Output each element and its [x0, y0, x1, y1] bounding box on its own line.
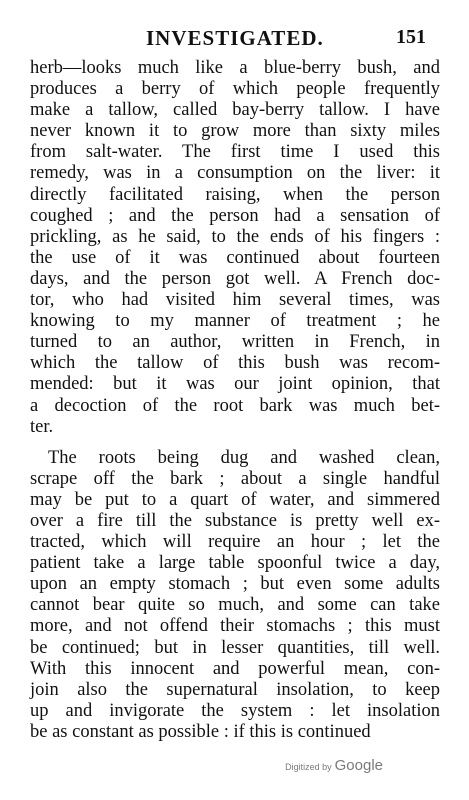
text-line: cannot bear quite so much, and some can take	[30, 595, 440, 616]
text-line: The roots being dug and washed clean,	[48, 447, 440, 468]
text-line: directly facilitated raising, when the person	[30, 184, 440, 205]
google-wordmark: Google	[334, 757, 383, 774]
text-line: turned to an author, written in French, in	[30, 332, 440, 353]
text-line: herb—looks much like a blue-berry bush, and	[30, 58, 440, 78]
text-line: ter.	[30, 416, 54, 437]
text-line: make a tallow, called bay-berry tallow. I have	[30, 100, 440, 121]
text-line: from salt-water. The first time I used this	[30, 142, 440, 163]
page-number: 151	[396, 26, 426, 48]
text-line: be continued; but in lesser quantities, till well.	[30, 637, 440, 658]
text-line: tracted, which will require an hour ; let the	[30, 532, 440, 553]
text-line: over a fire till the substance is pretty well ex-	[30, 510, 440, 531]
paragraph-1	[30, 58, 440, 438]
paragraph-2	[30, 448, 440, 743]
running-head: INVESTIGATED.	[146, 26, 324, 50]
text-line: join also the supernatural insolation, to keep	[30, 679, 440, 700]
text-line: prickling, as he said, to the ends of his fingers :	[30, 226, 440, 247]
text-line: more, and not offend their stomachs ; this must	[30, 616, 440, 637]
text-line: scrape off the bark ; about a single handful	[30, 468, 440, 489]
text-line: the use of it was continued about fourteen	[30, 247, 440, 268]
text-line: mended: but it was our joint opinion, that	[30, 374, 440, 395]
text-line: up and invigorate the system : let insolation	[30, 700, 440, 721]
text-line: days, and the person got well. A French doc-	[30, 268, 440, 289]
text-line: coughed ; and the person had a sensation of	[30, 205, 440, 226]
text-line: be as constant as possible : if this is continued	[30, 721, 371, 742]
text-line: patient take a large table spoonful twice a day,	[30, 553, 440, 574]
digitized-by-google-watermark	[285, 757, 383, 774]
text-line: which the tallow of this bush was recom-	[30, 353, 440, 374]
text-line: may be put to a quart of water, and simmered	[30, 489, 440, 510]
body-text	[30, 58, 440, 743]
text-line: upon an empty stomach ; but even some adults	[30, 574, 440, 595]
text-line: never known it to grow more than sixty miles	[30, 121, 440, 142]
text-line: knowing to my manner of treatment ; he	[30, 311, 440, 332]
text-line: a decoction of the root bark was much bet-	[30, 395, 440, 416]
watermark-digitized-label: Digitized by	[285, 762, 332, 772]
text-line: With this innocent and powerful mean, con-	[30, 658, 440, 679]
text-line: produces a berry of which people frequently	[30, 79, 440, 100]
text-line: remedy, was in a consumption on the liver: it	[30, 163, 440, 184]
text-line: tor, who had visited him several times, was	[30, 290, 440, 311]
